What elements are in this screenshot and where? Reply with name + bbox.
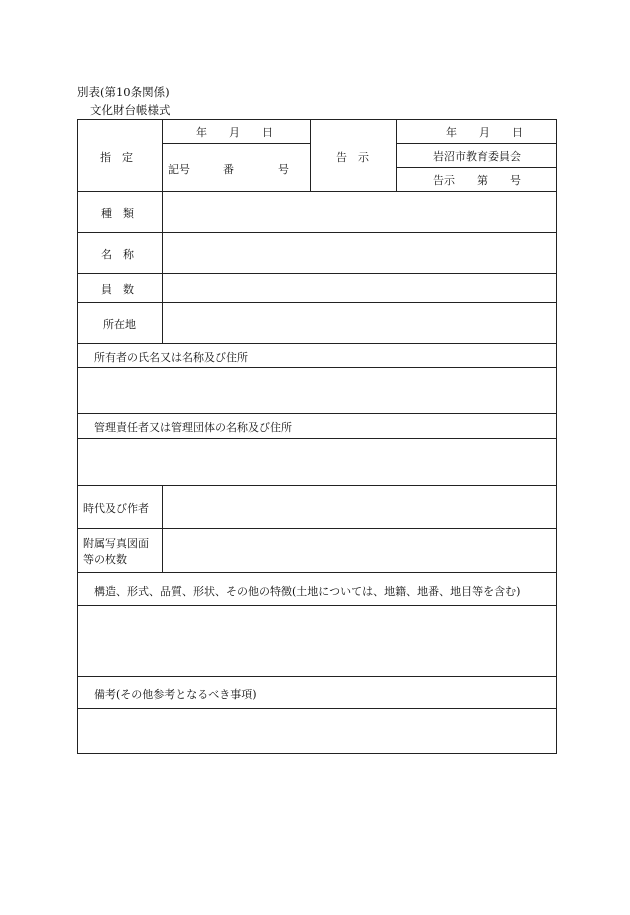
notice-number-field[interactable] <box>397 168 556 191</box>
name-label: 名 称 <box>101 248 134 261</box>
type-label: 種 類 <box>101 207 134 220</box>
form-title: 文化財台帳様式 <box>90 103 171 117</box>
era-author-field[interactable] <box>163 486 556 528</box>
designation-record-field[interactable] <box>163 144 310 191</box>
location-label: 所在地 <box>103 318 136 331</box>
structure-label: 構造、形式、品質、形状、その他の特徴(土地については、地籍、地番、地目等を含む) <box>94 585 521 598</box>
designation-label: 指 定 <box>100 151 133 164</box>
era-author-label: 時代及び作者 <box>83 502 149 515</box>
count-label: 員 数 <box>101 283 134 296</box>
annex-label: 別表(第10条関係) <box>77 85 170 99</box>
notice-date-field[interactable] <box>397 120 556 143</box>
designation-date-field[interactable] <box>163 120 310 143</box>
name-field[interactable] <box>163 233 556 273</box>
attachments-label-line1: 附属写真図面 <box>83 537 149 550</box>
designation-date: 年 月 日 <box>196 126 273 139</box>
attachments-label-line2: 等の枚数 <box>83 553 127 566</box>
owner-field[interactable] <box>78 368 556 413</box>
notice-date: 年 月 日 <box>446 126 523 139</box>
remarks-field[interactable] <box>78 709 556 753</box>
designation-record-number: 記号 番 号 <box>168 163 289 176</box>
notice-issuer: 岩沼市教育委員会 <box>433 150 521 163</box>
location-field[interactable] <box>163 303 556 343</box>
manager-label: 管理責任者又は管理団体の名称及び住所 <box>94 421 292 434</box>
structure-field[interactable] <box>78 606 556 676</box>
owner-label: 所有者の氏名又は名称及び住所 <box>94 351 248 364</box>
manager-field[interactable] <box>78 439 556 485</box>
notice-number: 告示 第 号 <box>433 174 521 187</box>
attachments-field[interactable] <box>163 529 556 572</box>
count-field[interactable] <box>163 274 556 302</box>
remarks-label: 備考(その他参考となるべき事項) <box>94 688 257 701</box>
notice-label: 告 示 <box>336 151 369 164</box>
type-field[interactable] <box>163 192 556 232</box>
